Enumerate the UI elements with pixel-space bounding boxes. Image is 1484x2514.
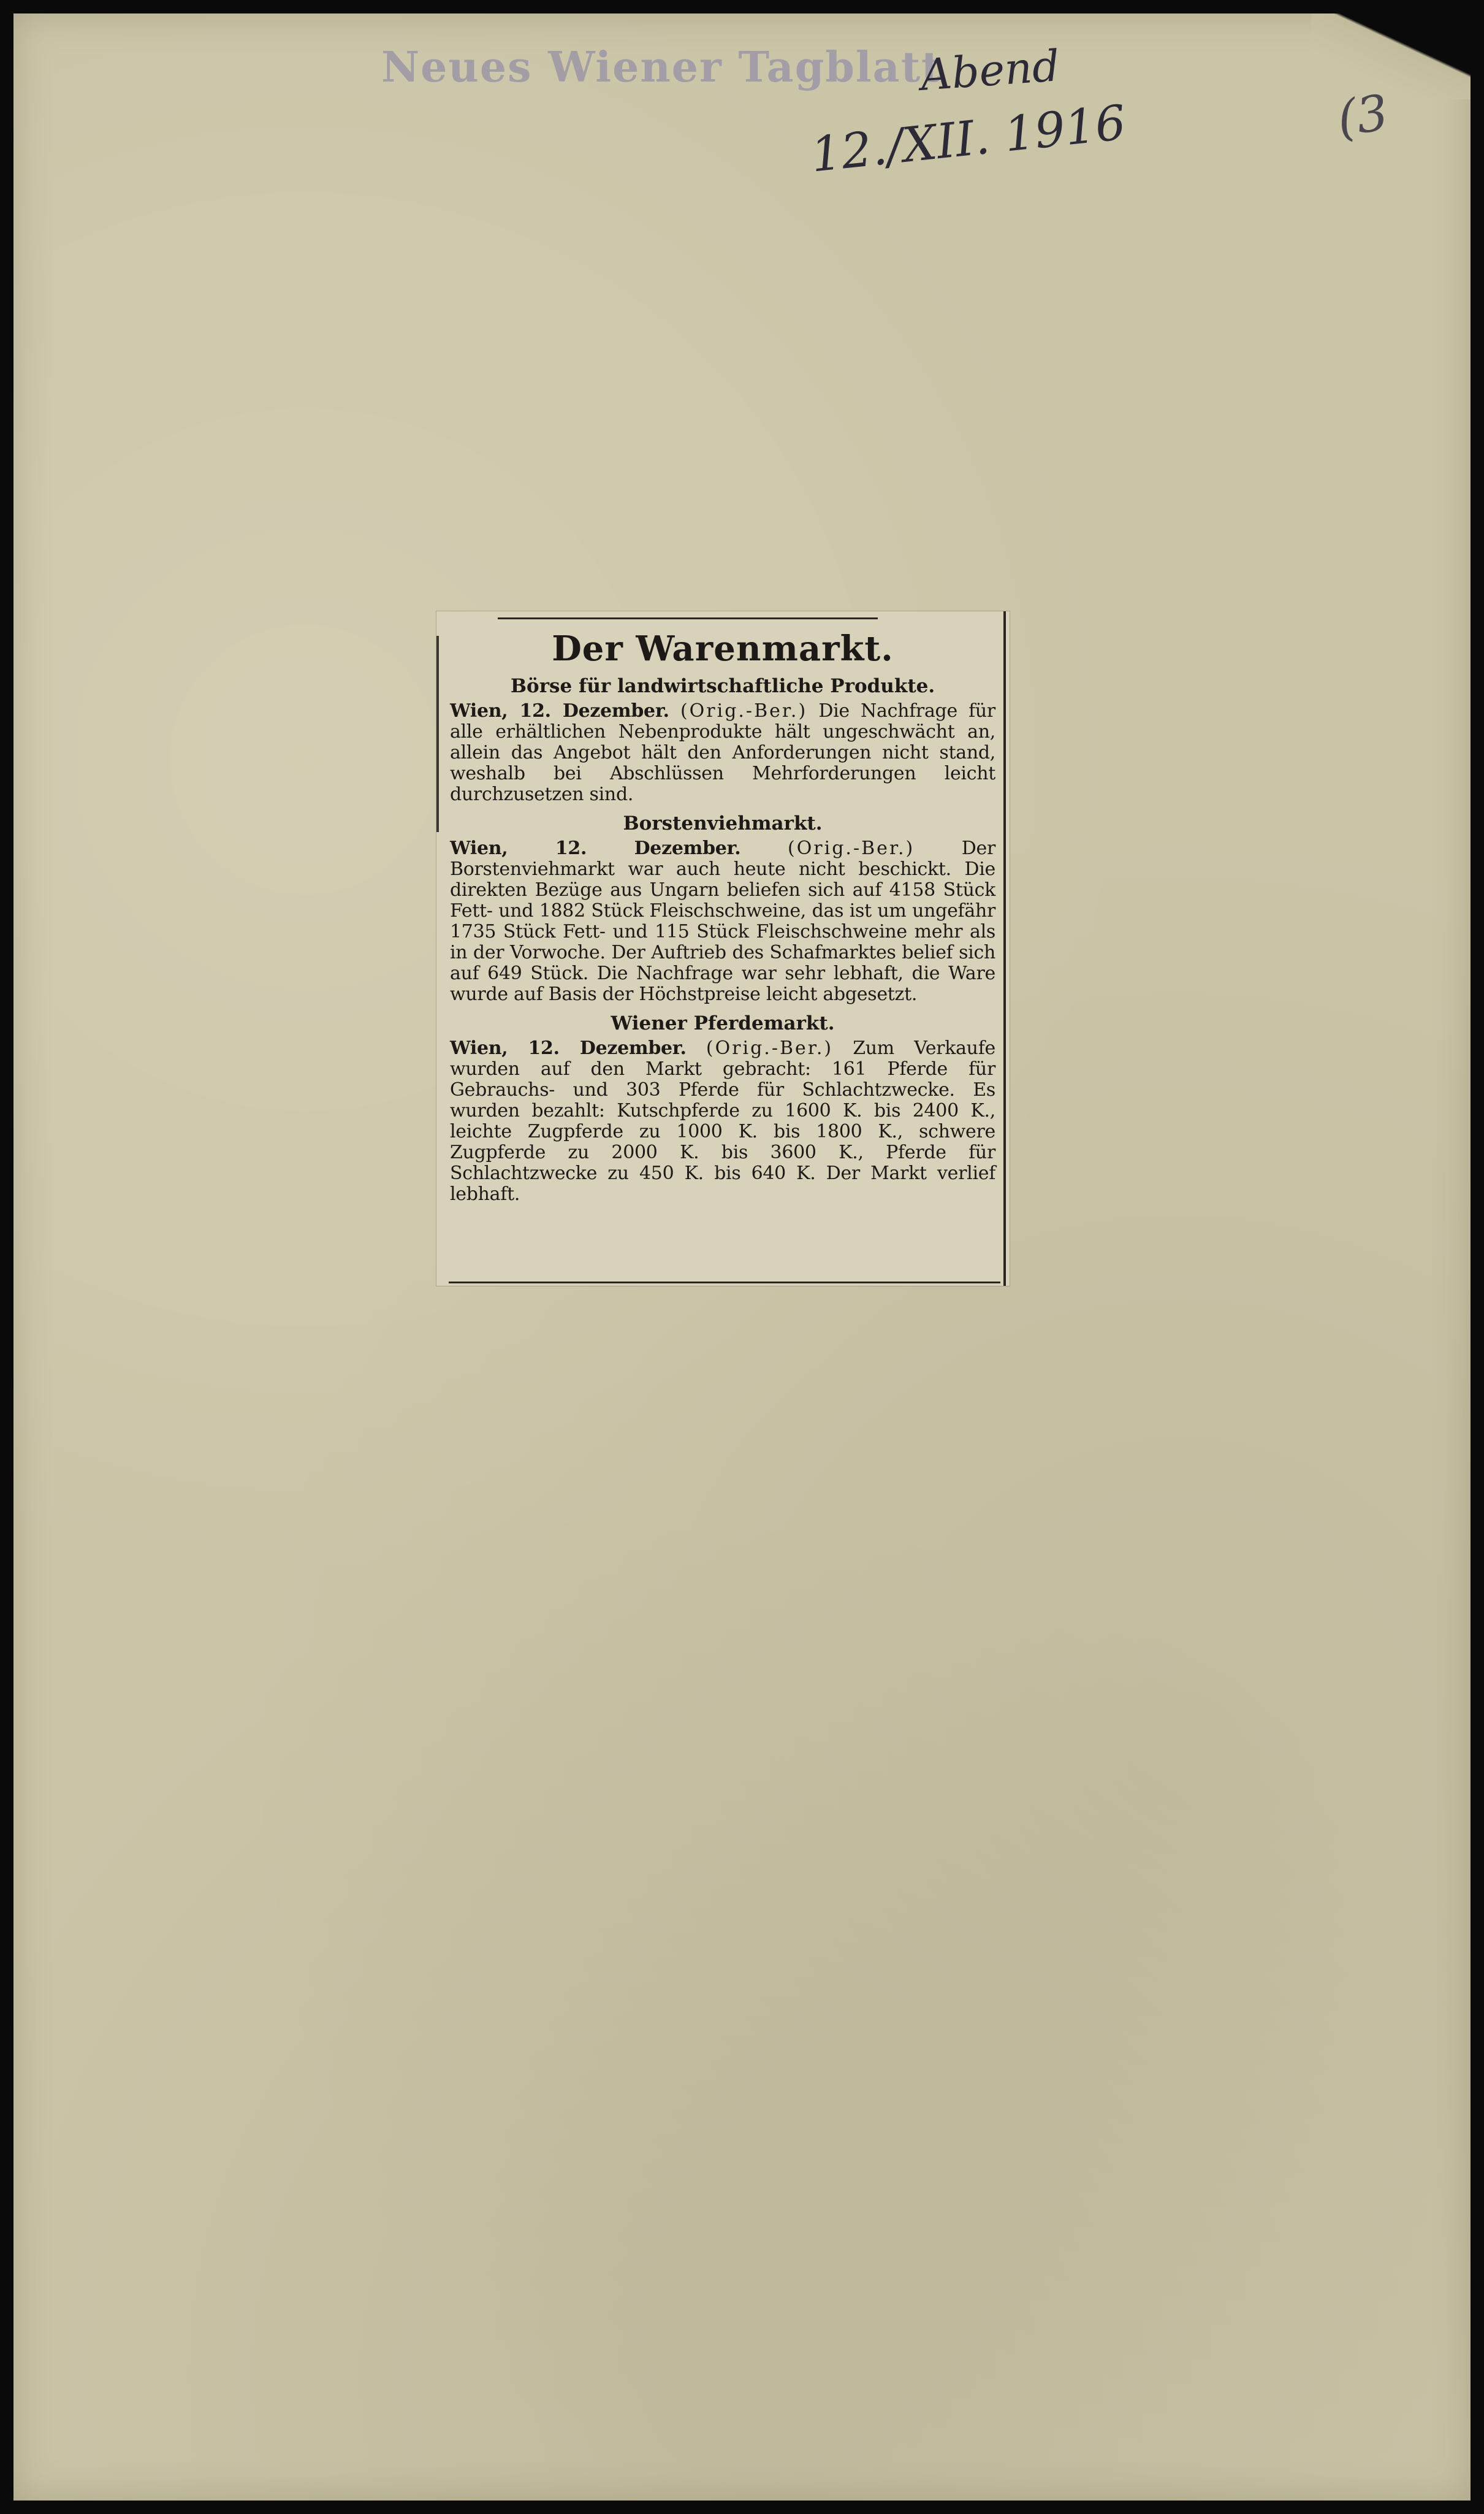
section-text: Der Borstenviehmarkt war auch heute nicht beschickt. Die direkten Bezüge aus Ungarn beliefen sich auf 4158 Stück Fett- und 1882 Stück Fleischschweine, das ist um ungefähr 1735 Stück Fett- und 115 Stück Fleischschweine mehr als in der Vorwoche. Der Auftrieb des Schafmarktes belief sich auf 649 Stück. Die Nachfrage war sehr lebhaft, die Ware wurde auf Basis der Höchstpreise leicht abgesetzt. — [450, 838, 995, 1005]
section-heading: Borstenviehmarkt. — [623, 812, 823, 835]
section-source: (Orig.-Ber.) — [680, 700, 808, 722]
clipping-bottom-rule — [449, 1282, 1000, 1283]
section-heading: Börse für landwirtschaftliche Produkte. — [510, 675, 935, 697]
archive-sheet — [13, 13, 1471, 2501]
clipping-right-rule — [1003, 611, 1006, 1286]
handwritten-page-mark: (3 — [1333, 83, 1392, 148]
section-dateline: Wien, 12. Dezember. — [450, 838, 741, 859]
section-paragraph — [450, 1038, 995, 1205]
section-paragraph — [450, 701, 995, 805]
clipping-body — [450, 628, 995, 1212]
newspaper-stamp: Neues Wiener Tagblatt — [381, 43, 942, 92]
folded-corner — [1311, 13, 1471, 99]
clipping-title: Der Warenmarkt. — [552, 628, 894, 669]
section-source: (Orig.-Ber.) — [787, 838, 915, 859]
section-text: Die Nachfrage für alle erhältlichen Nebenprodukte hält ungeschwächt an, allein das Angebot hält den Anforderungen nicht stand, weshalb bei Abschlüssen Mehrforderungen leicht durchzusetzen sind. — [450, 700, 995, 805]
section-heading: Wiener Pferdemarkt. — [611, 1012, 835, 1034]
handwritten-edition: Abend — [919, 40, 1062, 101]
clipping-top-rule — [498, 617, 878, 619]
section-text: Zum Verkaufe wurden auf den Markt gebracht: 161 Pferde für Gebrauchs- und 303 Pferde für Schlachtzwecke. Es wurden bezahlt: Kutschpferde zu 1600 K. bis 2400 K., leichte Zugpferde zu 1000 K. bis 1800 K., schwere Zugpferde zu 2000 K. bis 3600 K., Pferde für Schlachtzwecke zu 450 K. bis 640 K. Der Markt verlief lebhaft. — [450, 1037, 995, 1205]
newspaper-clipping — [436, 611, 1010, 1286]
section-source: (Orig.-Ber.) — [706, 1037, 834, 1059]
section-paragraph — [450, 838, 995, 1005]
handwritten-date: 12./XII. 1916 — [808, 95, 1128, 183]
section-dateline: Wien, 12. Dezember. — [450, 700, 669, 722]
clipping-left-rule — [436, 636, 439, 832]
section-dateline: Wien, 12. Dezember. — [450, 1037, 687, 1059]
